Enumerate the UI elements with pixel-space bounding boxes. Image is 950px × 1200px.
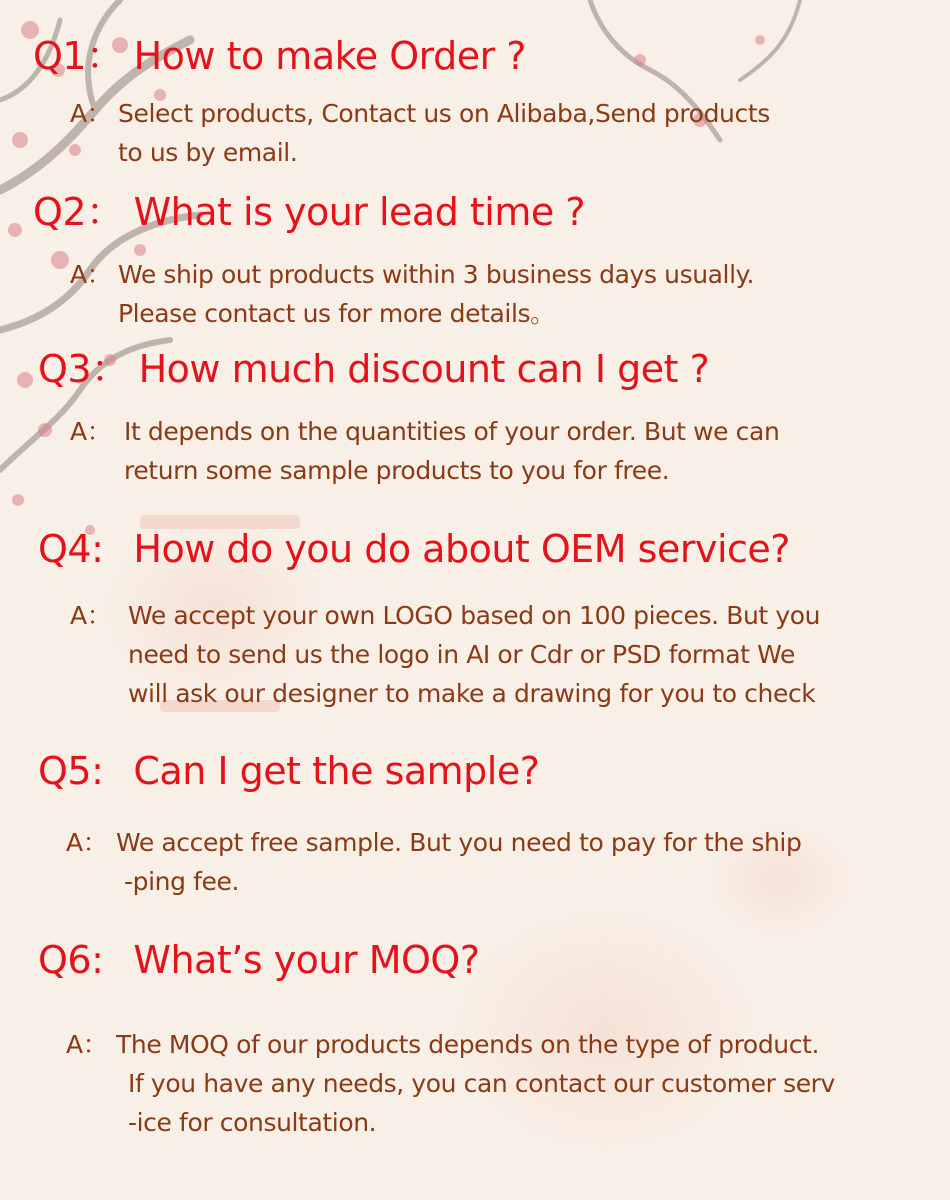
question-text: What is your lead time ? bbox=[133, 190, 585, 234]
answer-label: A： bbox=[70, 601, 112, 630]
answer-1 bbox=[70, 94, 770, 172]
question-1 bbox=[33, 33, 526, 79]
answer-2 bbox=[70, 255, 754, 333]
question-label: Q4: bbox=[38, 527, 104, 571]
answer-line: -ping fee. bbox=[124, 867, 240, 896]
question-label: Q3： bbox=[38, 347, 129, 391]
question-2 bbox=[33, 189, 585, 235]
answer-line: If you have any needs, you can contact our customer serv bbox=[128, 1069, 835, 1098]
question-text: Can I get the sample? bbox=[133, 749, 540, 793]
answer-4 bbox=[70, 596, 820, 713]
answer-line: Please contact us for more details。 bbox=[118, 299, 555, 328]
answer-line: The MOQ of our products depends on the type of product. bbox=[116, 1030, 820, 1059]
answer-3 bbox=[70, 412, 779, 490]
question-4 bbox=[38, 526, 790, 572]
answer-line: -ice for consultation. bbox=[128, 1108, 377, 1137]
answer-label: A： bbox=[66, 1030, 108, 1059]
answer-line: Select products, Contact us on Alibaba,Send products bbox=[118, 99, 770, 128]
question-text: How to make Order ? bbox=[133, 34, 526, 78]
question-6 bbox=[38, 937, 480, 983]
answer-line: return some sample products to you for free. bbox=[124, 456, 670, 485]
answer-5 bbox=[66, 823, 801, 901]
answer-line: It depends on the quantities of your order. But we can bbox=[124, 417, 780, 446]
question-5 bbox=[38, 748, 539, 794]
question-label: Q6: bbox=[38, 938, 104, 982]
answer-label: A： bbox=[70, 99, 112, 128]
answer-label: A： bbox=[70, 260, 112, 289]
question-text: How much discount can I get ? bbox=[138, 347, 710, 391]
answer-line: We accept free sample. But you need to pay for the ship bbox=[116, 828, 802, 857]
question-text: What’s your MOQ? bbox=[133, 938, 480, 982]
answer-line: We accept your own LOGO based on 100 pieces. But you bbox=[128, 601, 821, 630]
answer-6 bbox=[66, 1025, 835, 1142]
answer-line: need to send us the logo in AI or Cdr or PSD format We bbox=[128, 640, 795, 669]
answer-line: We ship out products within 3 business days usually. bbox=[118, 260, 755, 289]
answer-label: A： bbox=[66, 828, 108, 857]
question-label: Q5: bbox=[38, 749, 104, 793]
question-label: Q1： bbox=[33, 34, 124, 78]
question-label: Q2： bbox=[33, 190, 124, 234]
question-text: How do you do about OEM service? bbox=[133, 527, 790, 571]
answer-label: A： bbox=[70, 417, 112, 446]
answer-line: to us by email. bbox=[118, 138, 298, 167]
question-3 bbox=[38, 346, 709, 392]
answer-line: will ask our designer to make a drawing for you to check bbox=[128, 679, 816, 708]
